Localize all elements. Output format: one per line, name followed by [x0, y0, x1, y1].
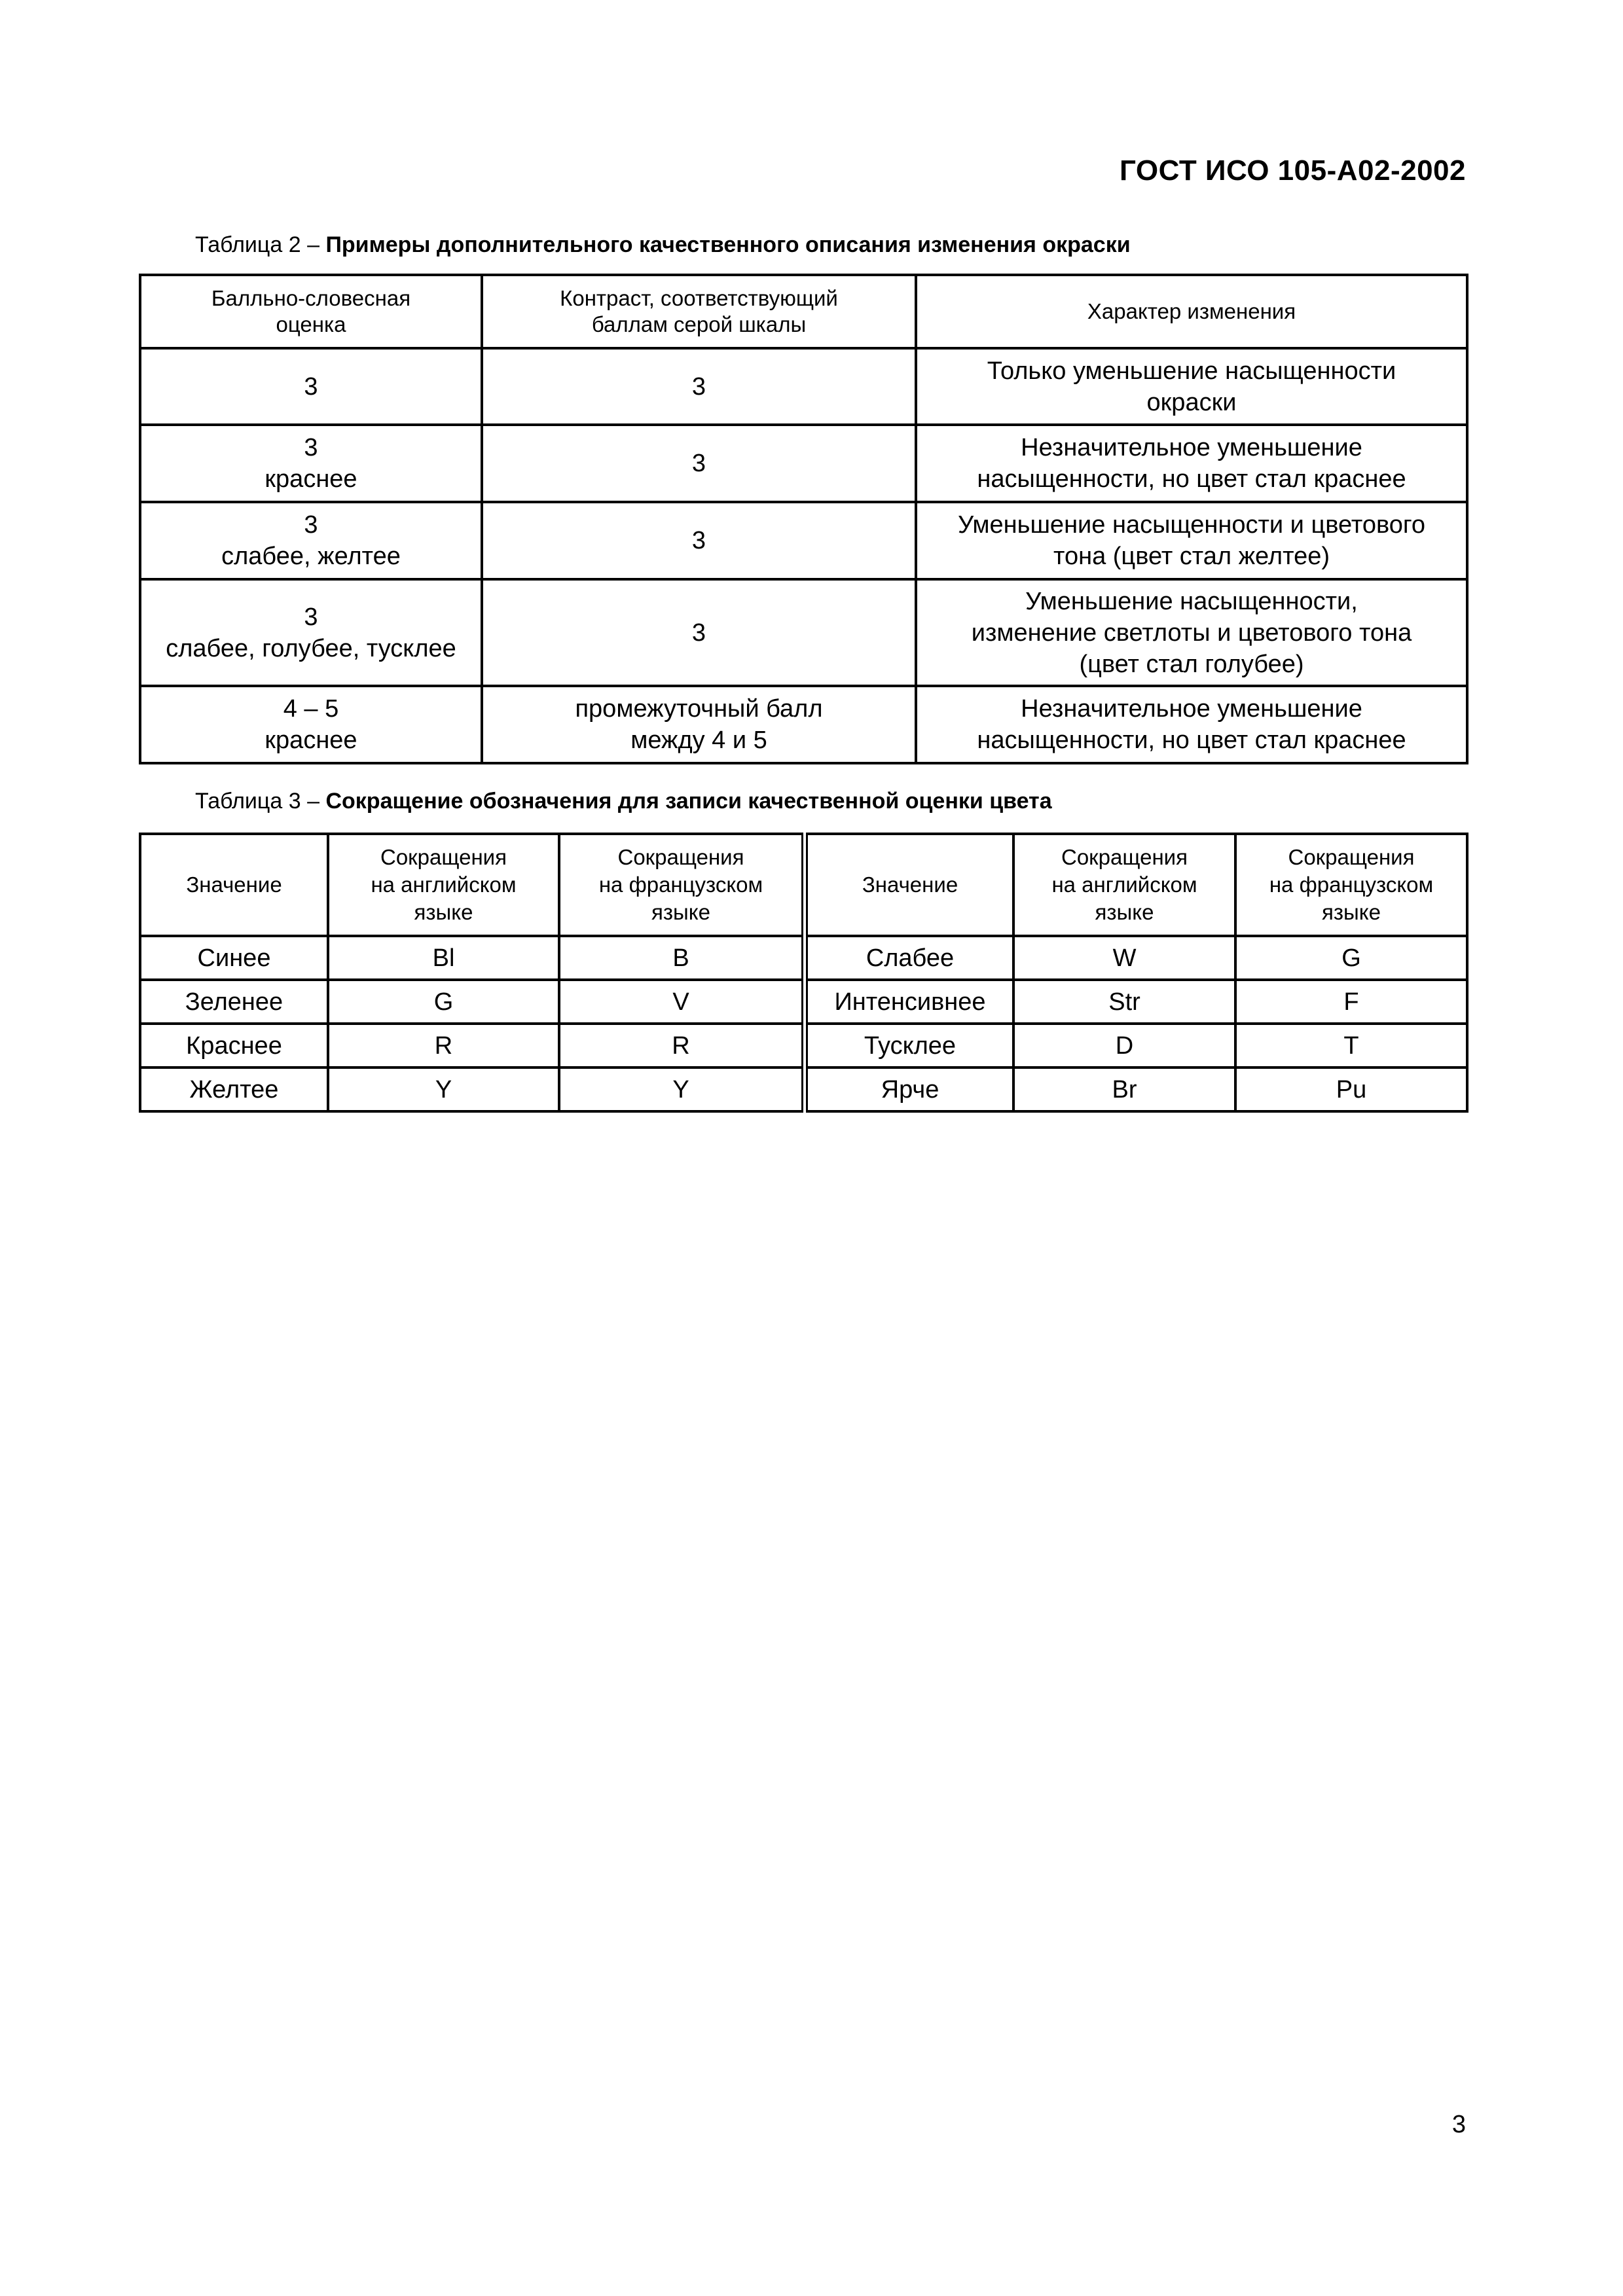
table-row	[140, 1067, 1467, 1111]
table-cell: Желтее	[140, 1067, 328, 1111]
table-cell: Краснее	[140, 1024, 328, 1067]
table-row	[140, 348, 1467, 425]
table-cell: D	[1013, 1024, 1235, 1067]
table-cell: B	[559, 936, 805, 980]
table-3-caption	[195, 789, 1052, 814]
table-2-header-cell: Характер изменения	[916, 275, 1467, 348]
table-cell: 3	[482, 579, 916, 686]
table-row	[140, 1024, 1467, 1067]
table-2-caption	[195, 232, 1131, 258]
table-2-header-cell: Контраст, соответствующий баллам серой шкалы	[482, 275, 916, 348]
table-3-header-cell: Сокращения на английском языке	[328, 834, 559, 936]
table-cell: Только уменьшение насыщенности окраски	[916, 348, 1467, 425]
table-cell: промежуточный балл между 4 и 5	[482, 686, 916, 763]
table-cell: G	[328, 980, 559, 1024]
table-3-header-row	[140, 834, 1467, 936]
table-2-caption-prefix: Таблица 2 –	[195, 232, 326, 257]
table-row	[140, 980, 1467, 1024]
table-row	[140, 579, 1467, 686]
table-cell: R	[328, 1024, 559, 1067]
table-cell: Незначительное уменьшение насыщенности, но цвет стал краснее	[916, 686, 1467, 763]
table-3-header-cell: Сокращения на английском языке	[1013, 834, 1235, 936]
table-cell: Синее	[140, 936, 328, 980]
table-3-header-cell: Значение	[805, 834, 1013, 936]
table-2-caption-title: Примеры дополнительного качественного описания изменения окраски	[325, 232, 1131, 257]
table-cell: Str	[1013, 980, 1235, 1024]
table-3-header-cell: Значение	[140, 834, 328, 936]
table-row	[140, 502, 1467, 579]
table-cell: 3 краснее	[140, 425, 482, 502]
table-row	[140, 936, 1467, 980]
table-cell: 3	[482, 502, 916, 579]
table-row	[140, 686, 1467, 763]
table-cell: Y	[559, 1067, 805, 1111]
table-cell: Уменьшение насыщенности и цветового тона (цвет стал желтее)	[916, 502, 1467, 579]
table-cell: Интенсивнее	[805, 980, 1013, 1024]
table-cell: Зеленее	[140, 980, 328, 1024]
table-cell: Y	[328, 1067, 559, 1111]
table-cell: 4 – 5 краснее	[140, 686, 482, 763]
table-3-header-cell: Сокращения на французском языке	[559, 834, 805, 936]
table-cell: 3 слабее, голубее, тусклее	[140, 579, 482, 686]
table-row	[140, 425, 1467, 502]
table-cell: Pu	[1235, 1067, 1467, 1111]
table-cell: 3	[482, 348, 916, 425]
table-3	[139, 833, 1468, 1113]
table-3-header-cell: Сокращения на французском языке	[1235, 834, 1467, 936]
table-cell: 3	[140, 348, 482, 425]
table-cell: G	[1235, 936, 1467, 980]
table-2	[139, 274, 1468, 764]
table-3-caption-prefix: Таблица 3 –	[195, 789, 326, 814]
table-2-header-row	[140, 275, 1467, 348]
table-cell: R	[559, 1024, 805, 1067]
table-cell: 3 слабее, желтее	[140, 502, 482, 579]
table-cell: Тусклее	[805, 1024, 1013, 1067]
page-number: 3	[1451, 2111, 1466, 2138]
table-cell: Ярче	[805, 1067, 1013, 1111]
table-cell: Br	[1013, 1067, 1235, 1111]
table-cell: T	[1235, 1024, 1467, 1067]
table-cell: Уменьшение насыщенности, изменение светлоты и цветового тона (цвет стал голубее)	[916, 579, 1467, 686]
table-cell: 3	[482, 425, 916, 502]
table-cell: Незначительное уменьшение насыщенности, но цвет стал краснее	[916, 425, 1467, 502]
table-2-header-cell: Балльно-словесная оценка	[140, 275, 482, 348]
table-cell: Слабее	[805, 936, 1013, 980]
table-cell: W	[1013, 936, 1235, 980]
table-3-caption-title: Сокращение обозначения для записи качественной оценки цвета	[325, 789, 1052, 814]
table-cell: Bl	[328, 936, 559, 980]
table-cell: F	[1235, 980, 1467, 1024]
table-cell: V	[559, 980, 805, 1024]
document-number: ГОСТ ИСО 105-А02-2002	[1120, 154, 1466, 187]
